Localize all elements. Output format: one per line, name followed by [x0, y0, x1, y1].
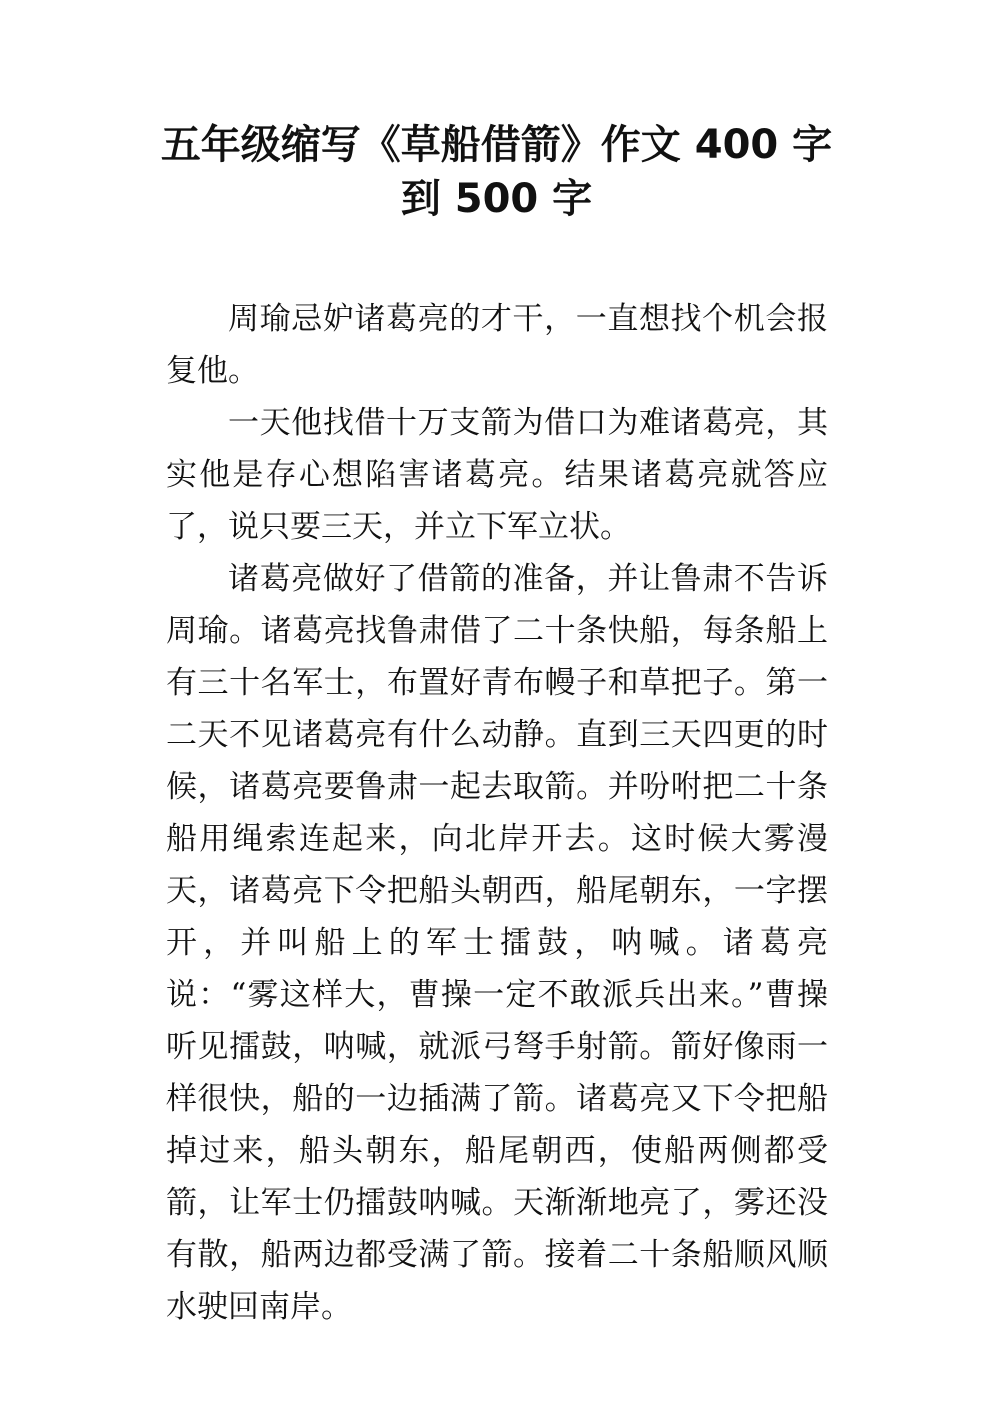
- title-line-1: 五年级缩写《草船借箭》作文 400 字: [160, 122, 833, 168]
- paragraph: 诸葛亮做好了借箭的准备，并让鲁肃不告诉周瑜。诸葛亮找鲁肃借了二十条快船，每条船上有三十名军士，布置好青布幔子和草把子。第一二天不见诸葛亮有什么动静。直到三天四更的时候，诸葛亮要鲁肃一起去取箭。并吩咐把二十条船用绳索连起来，向北岸开去。这时候大雾漫天，诸葛亮下令把船头朝西，船尾朝东，一字摆开，并叫船上的军士擂鼓，呐喊。诸葛亮说：“雾这样大，曹操一定不敢派兵出来。”曹操听见擂鼓，呐喊，就派弓弩手射箭。箭好像雨一样很快，船的一边插满了箭。诸葛亮又下令把船掉过来，船头朝东，船尾朝西，使船两侧都受箭，让军士仍擂鼓呐喊。天渐渐地亮了，雾还没有散，船两边都受满了箭。接着二十条船顺风顺水驶回南岸。: [166, 561, 828, 1325]
- paragraph: 周瑜忌妒诸葛亮的才干，一直想找个机会报复他。: [166, 301, 828, 389]
- document-title: [150, 118, 843, 226]
- document-body: [166, 293, 828, 1333]
- title-line-2: 到 500 字: [400, 176, 593, 222]
- paragraph: 一天他找借十万支箭为借口为难诸葛亮，其实他是存心想陷害诸葛亮。结果诸葛亮就答应了，说只要三天，并立下军立状。: [166, 405, 828, 545]
